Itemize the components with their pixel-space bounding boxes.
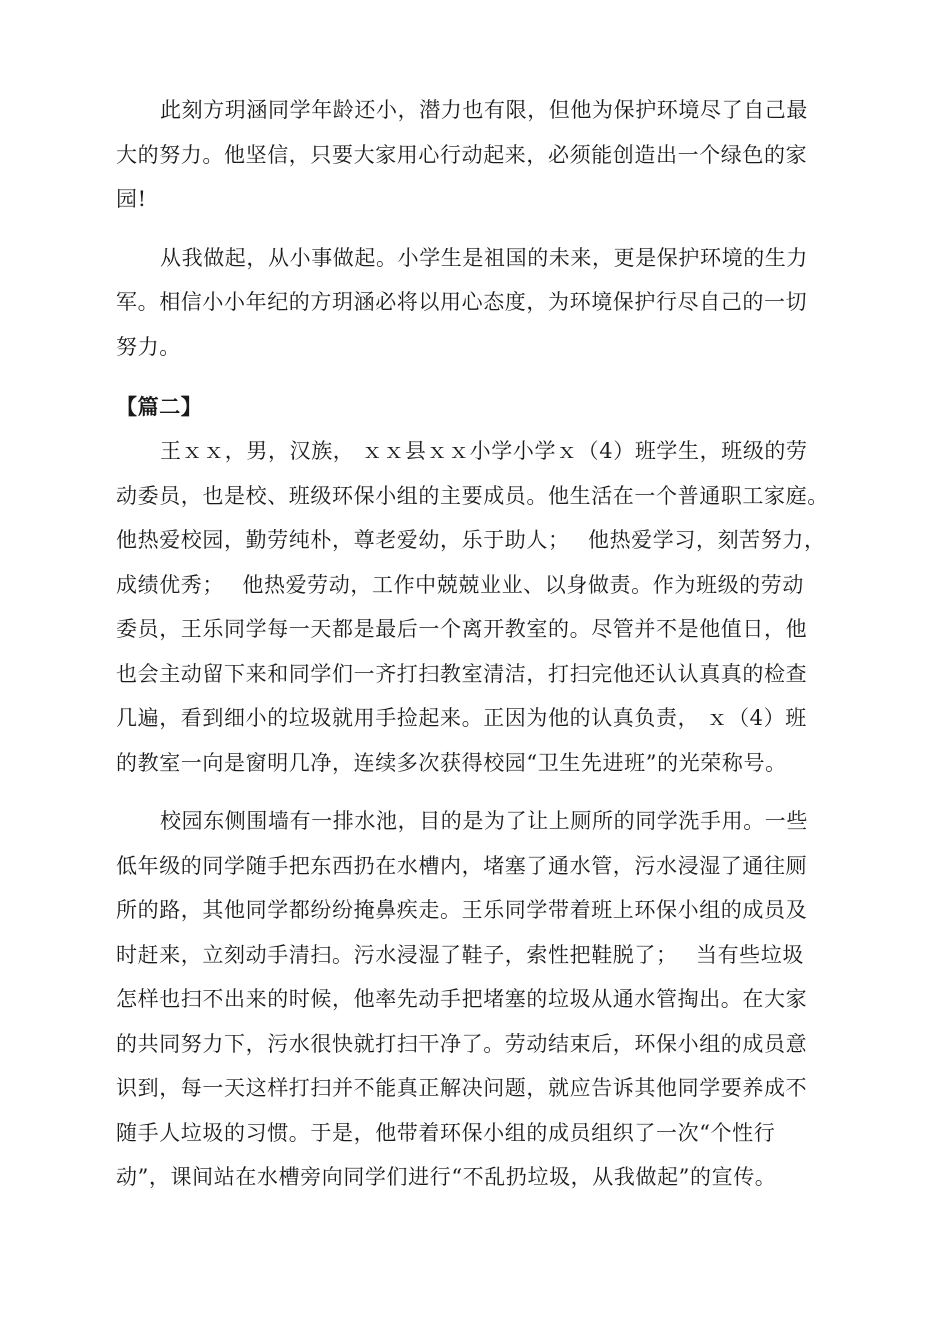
text-line: 几遍，看到细小的垃圾就用手捡起来。正因为他的认真负责， ｘ（4）班 — [116, 706, 807, 730]
paragraph-4 — [116, 799, 856, 1200]
text-line: 的共同努力下，污水很快就打扫干净了。劳动结束后，环保小组的成员意 — [116, 1031, 808, 1056]
text-line: 怎样也扫不出来的时候，他率先动手把堵塞的垃圾从通水管掏出。在大家 — [116, 987, 808, 1011]
text-line: 的教室一向是窗明几净，连续多次获得校园“卫生先进班”的光荣称号。 — [116, 750, 787, 775]
text-line: 校园东侧围墙有一排水池，目的是为了让上厕所的同学洗手用。一些 — [160, 809, 808, 833]
text-line: 低年级的同学随手把东西扔在水槽内，堵塞了通水管，污水浸湿了通往厕 — [116, 853, 808, 878]
text-line: 从我做起，从小事做起。小学生是祖国的未来，更是保护环境的生力 — [160, 245, 808, 270]
document-page — [116, 88, 856, 1200]
text-line: 大的努力。他坚信，只要大家用心行动起来，必须能创造出一个绿色的家 — [116, 142, 808, 167]
text-line: 园! — [116, 187, 147, 211]
text-line: 委员，王乐同学每一天都是最后一个离开教室的。尽管并不是他值日，他 — [116, 617, 808, 641]
paragraph-1 — [116, 88, 856, 222]
text-line: 他热爱校园，勤劳纯朴，尊老爱幼，乐于助人； 他热爱学习，刻苦努力， — [116, 528, 826, 552]
paragraph-gap — [116, 222, 856, 236]
text-line: 努力。 — [116, 334, 181, 359]
text-line: 识到，每一天这样打扫并不能真正解决问题，就应告诉其他同学要养成不 — [116, 1076, 808, 1100]
paragraph-gap — [116, 369, 856, 385]
section-heading: 【篇二】 — [116, 394, 203, 419]
text-line: 动”，课间站在水槽旁向同学们进行“不乱扔垃圾，从我做起”的宣传。 — [116, 1165, 777, 1189]
text-line: 成绩优秀； 他热爱劳动，工作中兢兢业业、以身做责。作为班级的劳动 — [116, 572, 804, 597]
text-line: 也会主动留下来和同学们一齐打扫教室清洁，打扫完他还认认真真的检查 — [116, 661, 808, 686]
text-line: 王ｘｘ，男，汉族， ｘｘ县ｘｘ小学小学ｘ（4）班学生，班级的劳 — [160, 439, 808, 463]
paragraph-3 — [116, 429, 856, 785]
paragraph-2 — [116, 236, 856, 370]
text-line: 时赶来，立刻动手清扫。污水浸湿了鞋子，索性把鞋脱了； 当有些垃圾 — [116, 942, 804, 967]
text-line: 所的路，其他同学都纷纷掩鼻疾走。王乐同学带着班上环保小组的成员及 — [116, 898, 808, 922]
paragraph-gap — [116, 785, 856, 799]
text-line: 军。相信小小年纪的方玥涵必将以用心态度，为环境保护行尽自己的一切 — [116, 290, 808, 314]
text-line: 动委员，也是校、班级环保小组的主要成员。他生活在一个普通职工家庭。 — [116, 483, 829, 508]
text-line: 随手人垃圾的习惯。于是，他带着环保小组的成员组织了一次“个性行 — [116, 1120, 776, 1145]
text-line: 此刻方玥涵同学年龄还小，潜力也有限，但他为保护环境尽了自己最 — [160, 98, 808, 122]
